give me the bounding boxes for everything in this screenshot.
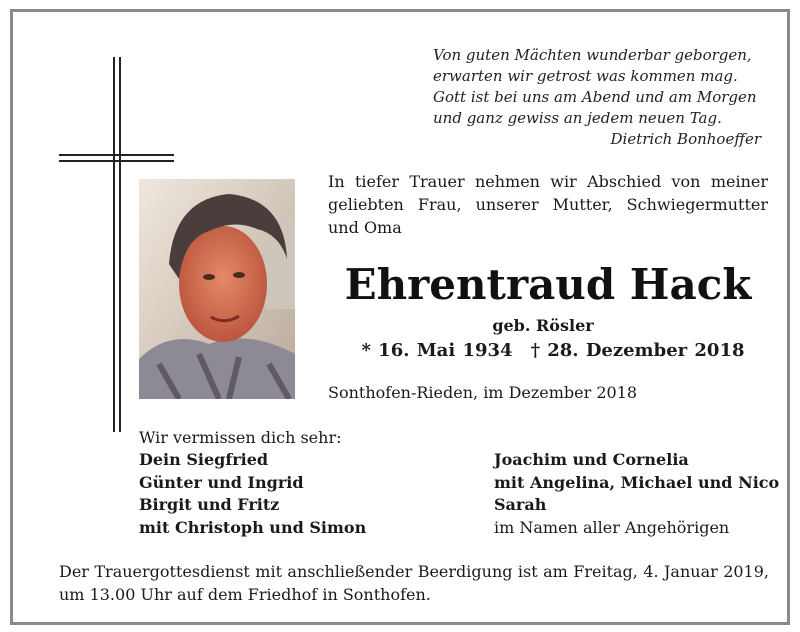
quote-line: Gott ist bei uns am Abend und am Morgen	[433, 88, 757, 106]
miss-text: Wir vermissen dich sehr:	[139, 428, 342, 447]
quote-line: und ganz gewiss an jedem neuen Tag.	[433, 109, 722, 127]
family-member: Dein Siegfried	[139, 450, 269, 469]
place-date: Sonthofen-Rieden, im Dezember 2018	[328, 383, 638, 402]
quote-line: erwarten wir getrost was kommen mag.	[433, 67, 738, 85]
family-member: Birgit und Fritz	[139, 495, 280, 514]
deceased-name: Ehrentraud Hack	[344, 260, 752, 309]
cross-icon-horizontal-line	[59, 160, 174, 162]
portrait-image	[139, 179, 295, 399]
family-member: mit Angelina, Michael und Nico	[494, 472, 780, 492]
family-member: mit Christoph und Simon	[139, 517, 367, 537]
bonhoeffer-quote	[433, 45, 761, 150]
family-member: Joachim und Cornelia	[494, 450, 689, 469]
life-dates	[353, 340, 753, 361]
death-date: † 28. Dezember 2018	[530, 340, 745, 361]
cross-icon-vertical-line	[119, 57, 121, 432]
birth-date: * 16. Mai 1934	[361, 340, 513, 361]
intro-text: In tiefer Trauer nehmen wir Abschied von meiner geliebten Frau, unserer Mutter, Schwiegermutter und Oma	[328, 172, 768, 237]
quote-line: Von guten Mächten wunderbar geborgen,	[433, 46, 752, 64]
family-footer: im Namen aller Angehörigen	[494, 517, 730, 537]
family-list-right	[494, 449, 779, 539]
portrait-photo	[139, 179, 295, 399]
maiden-name: geb. Rösler	[492, 316, 594, 335]
family-list-left	[139, 449, 366, 539]
cross-icon-horizontal-line	[59, 154, 174, 156]
funeral-service-text: Der Trauergottesdienst mit anschließender Beerdigung ist am Freitag, 4. Januar 2019, um 13.00 Uhr auf dem Friedhof in Sonthofen.	[59, 562, 769, 604]
family-member: Günter und Ingrid	[139, 472, 304, 492]
quote-author: Dietrich Bonhoeffer	[610, 130, 761, 148]
family-member: Sarah	[494, 495, 547, 514]
obituary-card	[10, 9, 790, 625]
cross-icon-vertical-line	[113, 57, 115, 432]
